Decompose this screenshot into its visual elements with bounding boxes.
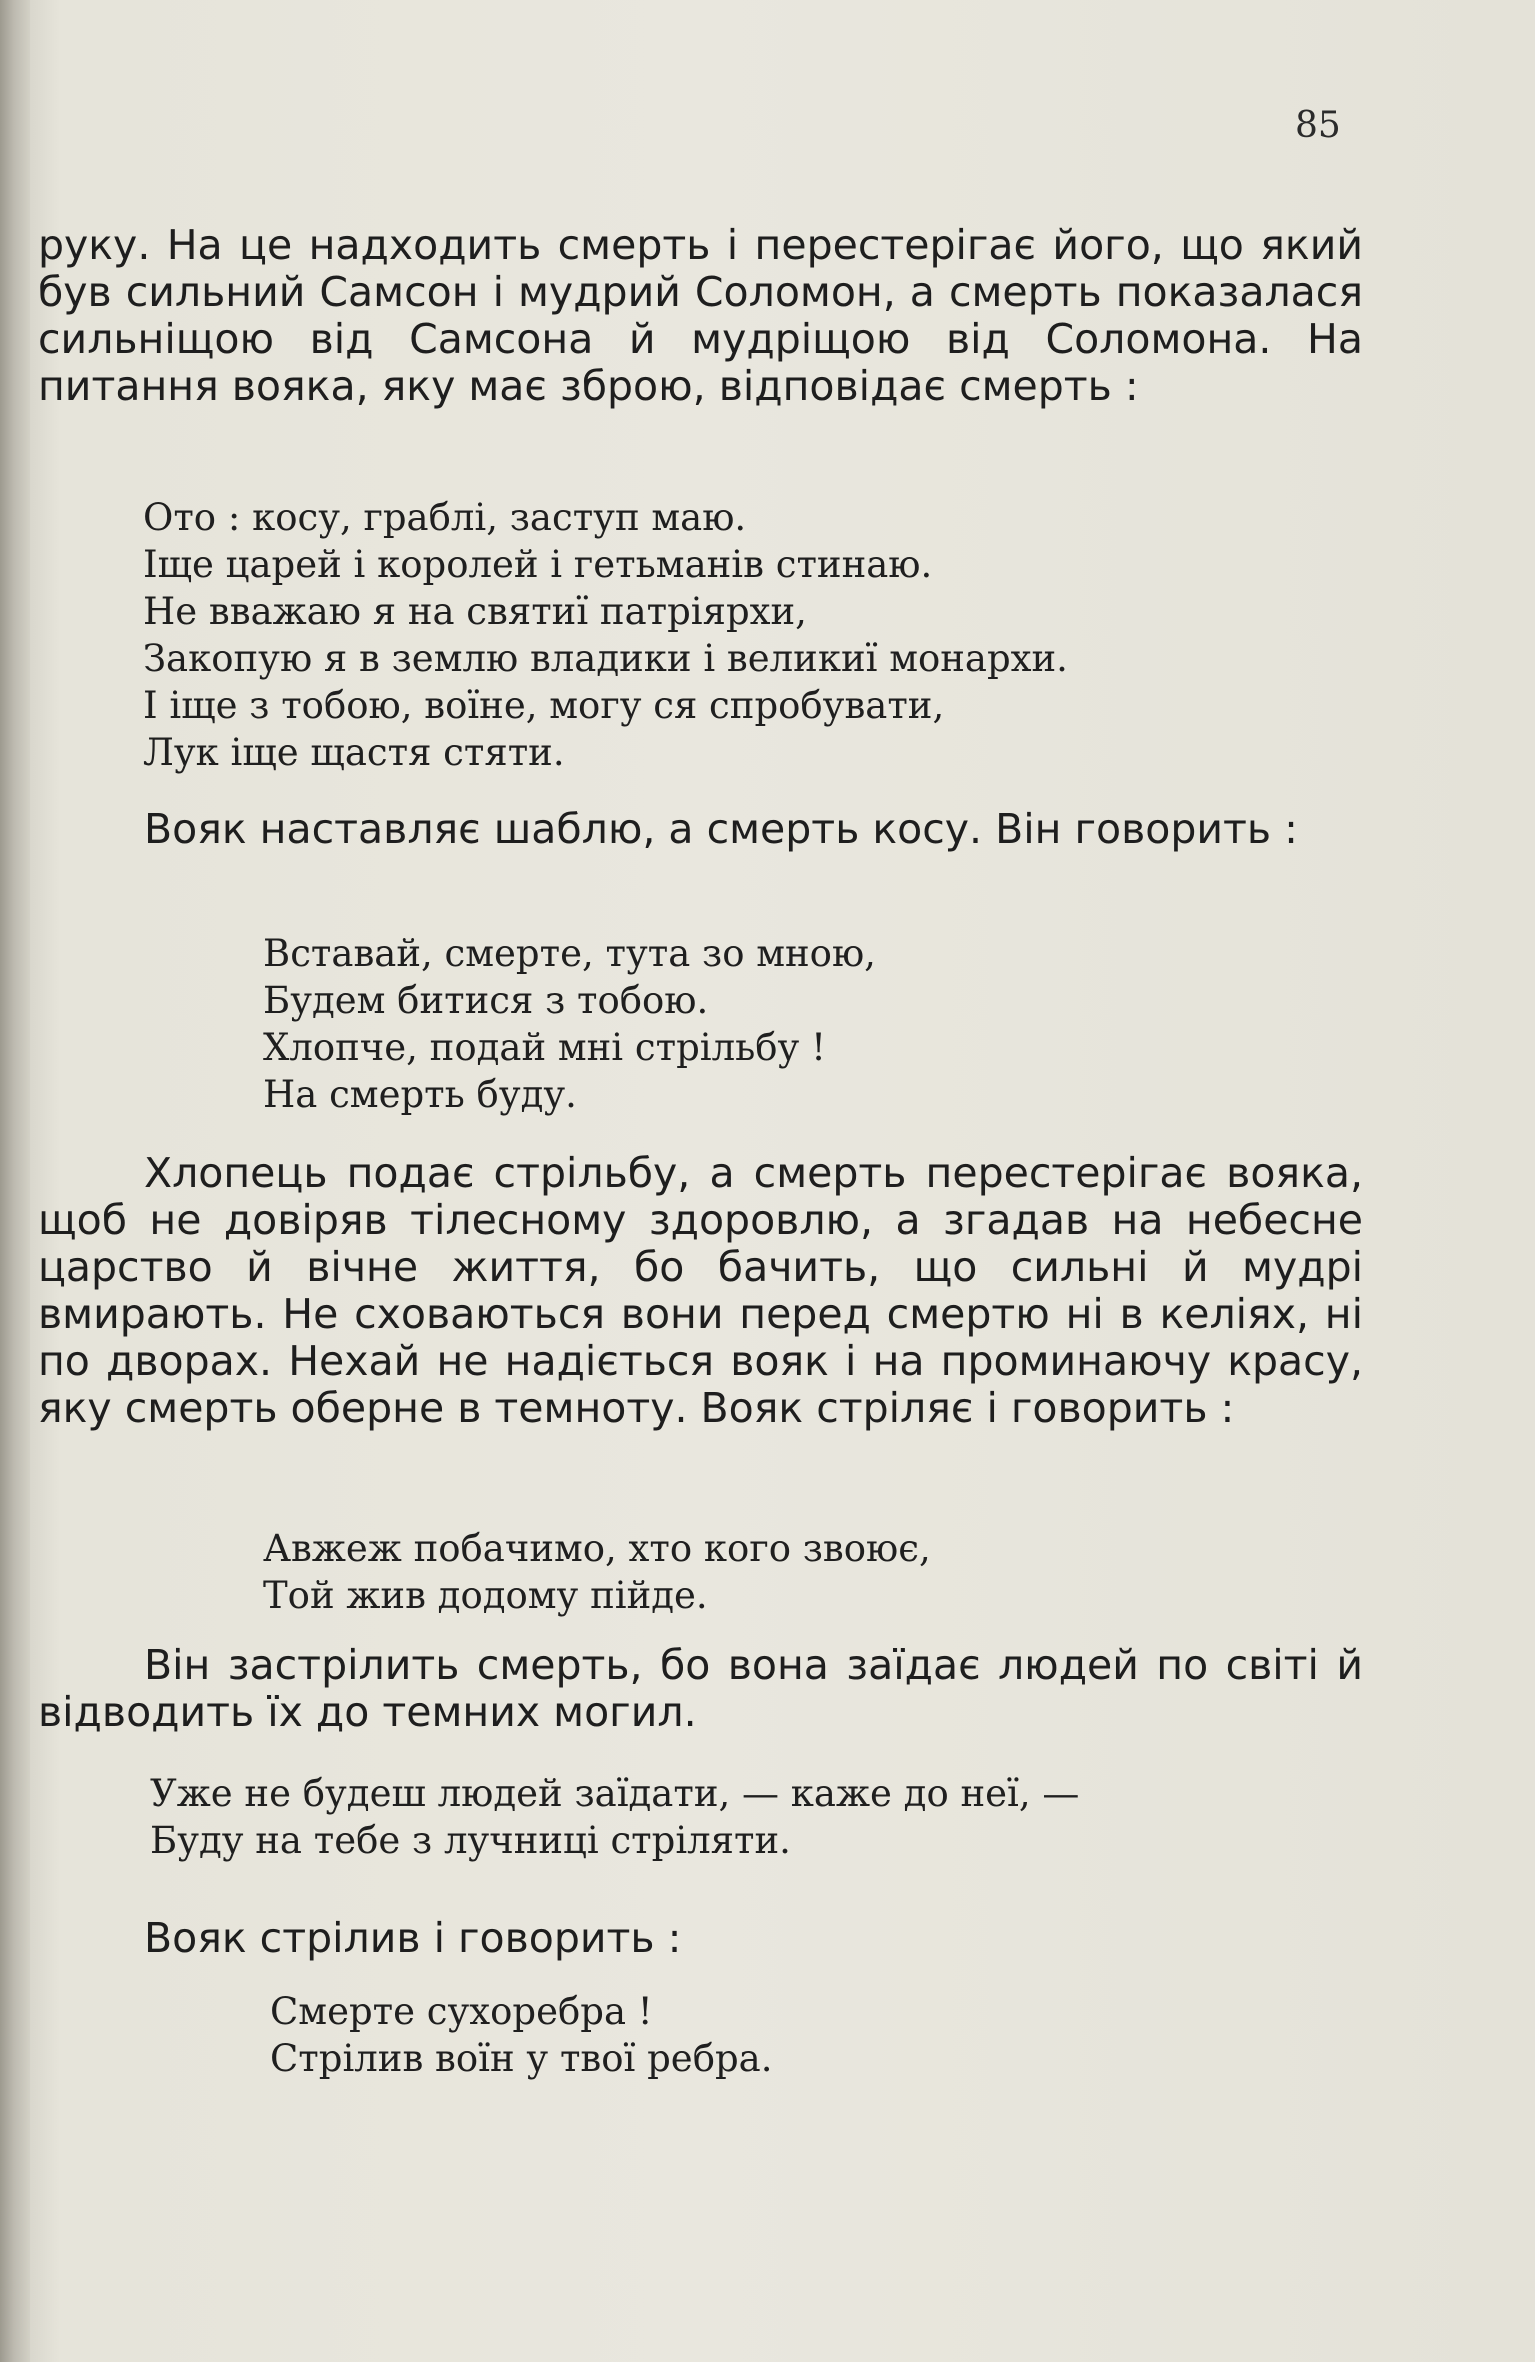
verse-1: [143, 494, 1068, 776]
paragraph-4: [38, 1642, 1363, 1736]
verse-line: Уже не будеш людей заїдати, — каже до неї, —: [150, 1772, 1080, 1815]
verse-line: Лук іще щастя стяти.: [143, 731, 565, 774]
verse-line: Авжеж побачимо, хто кого звоює,: [263, 1527, 931, 1570]
verse-line: Смерте сухоребра !: [270, 1990, 653, 2033]
paragraph-text: Хлопець подає стрільбу, а смерть перестерігає вояка, щоб не довіряв тілесному здоровлю, а згадав на небесне царство й вічне життя, бо бачить, що сильні й мудрі вмирають. Не сховаються вони перед смертю ні в келіях, ні по дворах. Нехай не надіється вояк і на проминаючу красу, яку смерть оберне в темноту. Вояк стріляє і говорить :: [38, 1149, 1363, 1432]
verse-line: Будем битися з тобою.: [263, 979, 709, 1022]
book-gutter: [0, 0, 30, 2362]
paragraph-5: [38, 1915, 1363, 1962]
paragraph-text: руку. На це надходить смерть і перестерігає його, що який був сильний Самсон і мудрий Соломон, а смерть показалася сильніщою від Самсона й мудріщою від Соломона. На питання вояка, яку має зброю, відповідає смерть :: [38, 221, 1363, 410]
verse-line: Ото : косу, граблі, заступ маю.: [143, 496, 747, 539]
verse-line: Стрілив воїн у твої ребра.: [270, 2037, 773, 2080]
paragraph-text: Він застрілить смерть, бо вона заїдає людей по світі й відводить їх до темних могил.: [38, 1641, 1363, 1736]
verse-line: І іще з тобою, воїне, могу ся спробувати,: [143, 684, 945, 727]
verse-line: Не вважаю я на святиї патріярхи,: [143, 590, 807, 633]
verse-line: Закопую я в землю владики і великиї монархи.: [143, 637, 1068, 680]
paragraph-text: Вояк наставляє шаблю, а смерть косу. Він говорить :: [144, 805, 1298, 853]
verse-line: Буду на тебе з лучниці стріляти.: [150, 1819, 791, 1862]
verse-line: Вставай, смерте, тута зо мною,: [263, 932, 876, 975]
verse-5: [270, 1988, 772, 2082]
verse-line: На смерть буду.: [263, 1073, 577, 1116]
paragraph-text: Вояк стрілив і говорить :: [144, 1914, 682, 1962]
verse-line: Іще царей і королей і гетьманів стинаю.: [143, 543, 933, 586]
page-number: 85: [1295, 105, 1341, 146]
paragraph-3: [38, 1150, 1363, 1432]
paragraph-1: [38, 222, 1363, 410]
verse-2: [263, 930, 876, 1118]
verse-line: Той жив додому пійде.: [263, 1574, 708, 1617]
verse-line: Хлопче, подай мні стрільбу !: [263, 1026, 826, 1069]
verse-3: [263, 1525, 931, 1619]
verse-4: [150, 1770, 1079, 1864]
paragraph-2: [38, 806, 1363, 853]
